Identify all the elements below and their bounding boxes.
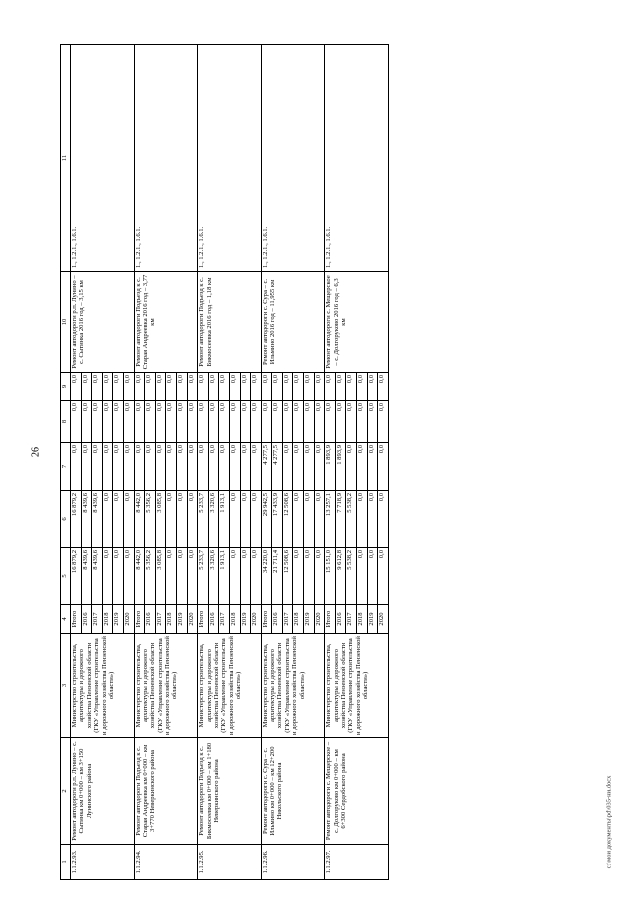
responsible-executor: Министерство строительства, архитектуры и дорожного хозяйства Пензенской области (ГКУ «Управление строительства и дорожного хозяйства Пензенской области») (134, 634, 198, 738)
program-table (60, 44, 389, 880)
regional-budget-cell: 0,0 (304, 491, 315, 548)
other-sources-cell: 0,0 (81, 373, 92, 401)
target-indicator: 1., 1.2.1., 1.6.1. (134, 45, 198, 272)
regional-budget-cell: 8 439,6 (92, 491, 103, 548)
other-sources-cell: 0,0 (304, 373, 315, 401)
total-funding-cell: 21 711,4 (272, 548, 283, 605)
total-funding-cell: 0,0 (240, 548, 251, 605)
other-sources-cell: 0,0 (113, 373, 124, 401)
total-funding-cell: 0,0 (378, 548, 389, 605)
total-funding-cell: 0,0 (123, 548, 134, 605)
year-cell: 2018 (102, 605, 113, 634)
local-budget-cell: 0,0 (261, 401, 272, 443)
year-cell: Итого (325, 605, 336, 634)
year-cell: 2019 (176, 605, 187, 634)
local-budget-cell: 0,0 (71, 401, 82, 443)
year-cell: 2018 (293, 605, 304, 634)
total-funding-cell: 0,0 (113, 548, 124, 605)
other-sources-cell: 0,0 (357, 373, 368, 401)
local-budget-cell: 0,0 (367, 401, 378, 443)
total-funding-cell: 0,0 (314, 548, 325, 605)
table-header (61, 45, 71, 880)
regional-budget-cell: 8 439,6 (81, 491, 92, 548)
federal-budget-cell: 0,0 (134, 443, 145, 491)
column-number-9: 9 (61, 373, 71, 401)
federal-budget-cell: 0,0 (282, 443, 293, 491)
regional-budget-cell: 0,0 (176, 491, 187, 548)
column-number-5: 5 (61, 548, 71, 605)
target-indicator: 1., 1.2.1., 1.6.1. (261, 45, 325, 272)
column-number-8: 8 (61, 401, 71, 443)
column-number-7: 7 (61, 443, 71, 491)
total-funding-cell: 0,0 (176, 548, 187, 605)
year-cell: Итого (198, 605, 209, 634)
total-funding-cell: 0,0 (187, 548, 198, 605)
local-budget-cell: 0,0 (81, 401, 92, 443)
expected-result: Ремонт автодороги р.п. Лунино – с. Сытинка 2016 год – 3,15 км (71, 272, 135, 373)
expected-result: Ремонт автодороги Подъезд к с. Бикмосеевка 2016 год – 1,18 км (198, 272, 262, 373)
column-number-2: 2 (61, 738, 71, 845)
responsible-executor: Министерство строительства, архитектуры и дорожного хозяйства Пензенской области (ГКУ «Управление строительства и дорожного хозяйства Пензенской области») (325, 634, 389, 738)
total-funding-cell: 0,0 (357, 548, 368, 605)
year-cell: 2020 (187, 605, 198, 634)
item-number: 1.1.2.95. (198, 845, 262, 880)
local-budget-cell: 0,0 (92, 401, 103, 443)
regional-budget-cell: 0,0 (123, 491, 134, 548)
local-budget-cell: 0,0 (219, 401, 230, 443)
other-sources-cell: 0,0 (229, 373, 240, 401)
regional-budget-cell: 17 433,9 (272, 491, 283, 548)
total-funding-cell: 9 612,8 (335, 548, 346, 605)
federal-budget-cell: 0,0 (378, 443, 389, 491)
total-funding-cell: 5 356,2 (145, 548, 156, 605)
column-number-4: 4 (61, 605, 71, 634)
responsible-executor: Министерство строительства, архитектуры и дорожного хозяйства Пензенской области (ГКУ «Управление строительства и дорожного хозяйства Пензенской области») (71, 634, 135, 738)
table-row (261, 45, 272, 880)
local-budget-cell: 0,0 (346, 401, 357, 443)
other-sources-cell: 0,0 (251, 373, 262, 401)
federal-budget-cell: 0,0 (229, 443, 240, 491)
other-sources-cell: 0,0 (102, 373, 113, 401)
regional-budget-cell: 16 879,2 (71, 491, 82, 548)
regional-budget-cell: 5 233,7 (198, 491, 209, 548)
local-budget-cell: 0,0 (155, 401, 166, 443)
year-cell: 2017 (282, 605, 293, 634)
year-cell: 2016 (272, 605, 283, 634)
federal-budget-cell: 0,0 (293, 443, 304, 491)
local-budget-cell: 0,0 (293, 401, 304, 443)
regional-budget-cell: 1 913,1 (219, 491, 230, 548)
year-cell: 2017 (219, 605, 230, 634)
local-budget-cell: 0,0 (229, 401, 240, 443)
local-budget-cell: 0,0 (187, 401, 198, 443)
measure-name: Ремонт автодороги с. Сура – с. Ильмино км 0+000 – км 12+200 Никольского района (261, 738, 325, 845)
total-funding-cell: 1 913,1 (219, 548, 230, 605)
other-sources-cell: 0,0 (261, 373, 272, 401)
target-indicator: 1., 1.2.1., 1.6.1. (71, 45, 135, 272)
year-cell: 2019 (304, 605, 315, 634)
responsible-executor: Министерство строительства, архитектуры и дорожного хозяйства Пензенской области (ГКУ «Управление строительства и дорожного хозяйства Пензенской области») (198, 634, 262, 738)
federal-budget-cell: 0,0 (81, 443, 92, 491)
federal-budget-cell: 0,0 (187, 443, 198, 491)
federal-budget-cell: 0,0 (208, 443, 219, 491)
local-budget-cell: 0,0 (357, 401, 368, 443)
total-funding-cell: 0,0 (229, 548, 240, 605)
year-cell: 2016 (335, 605, 346, 634)
other-sources-cell: 0,0 (198, 373, 209, 401)
table-body (71, 45, 389, 880)
total-funding-cell: 5 538,2 (346, 548, 357, 605)
regional-budget-cell: 0,0 (187, 491, 198, 548)
year-cell: 2019 (113, 605, 124, 634)
regional-budget-cell: 0,0 (102, 491, 113, 548)
regional-budget-cell: 0,0 (229, 491, 240, 548)
year-cell: Итого (261, 605, 272, 634)
measure-name: Ремонт автодороги Подъезд к с. Старая Андреевка км 0+000 – км 3+770 Неверкинского района (134, 738, 198, 845)
target-indicator: 1., 1.2.1., 1.6.1. (198, 45, 262, 272)
federal-budget-cell: 0,0 (346, 443, 357, 491)
total-funding-cell: 0,0 (367, 548, 378, 605)
regional-budget-cell: 12 508,6 (282, 491, 293, 548)
total-funding-cell: 8 442,0 (134, 548, 145, 605)
regional-budget-cell: 0,0 (367, 491, 378, 548)
column-number-10: 10 (61, 272, 71, 373)
total-funding-cell: 5 233,7 (198, 548, 209, 605)
federal-budget-cell: 1 893,9 (335, 443, 346, 491)
target-indicator: 1., 1.2.1., 1.6.1. (325, 45, 389, 272)
other-sources-cell: 0,0 (219, 373, 230, 401)
federal-budget-cell: 0,0 (251, 443, 262, 491)
year-cell: 2019 (240, 605, 251, 634)
year-cell: 2016 (81, 605, 92, 634)
total-funding-cell: 16 879,2 (71, 548, 82, 605)
local-budget-cell: 0,0 (335, 401, 346, 443)
regional-budget-cell: 0,0 (378, 491, 389, 548)
total-funding-cell: 0,0 (251, 548, 262, 605)
expected-result: Ремонт автодороги Подъезд к с. Старая Андреевка 2016 год – 3,77 км (134, 272, 198, 373)
local-budget-cell: 0,0 (282, 401, 293, 443)
other-sources-cell: 0,0 (176, 373, 187, 401)
local-budget-cell: 0,0 (134, 401, 145, 443)
other-sources-cell: 0,0 (335, 373, 346, 401)
regional-budget-cell: 0,0 (240, 491, 251, 548)
table-row (71, 45, 82, 880)
local-budget-cell: 0,0 (113, 401, 124, 443)
other-sources-cell: 0,0 (282, 373, 293, 401)
local-budget-cell: 0,0 (208, 401, 219, 443)
total-funding-cell: 34 220,0 (261, 548, 272, 605)
federal-budget-cell: 0,0 (92, 443, 103, 491)
regional-budget-cell: 5 538,2 (346, 491, 357, 548)
federal-budget-cell: 0,0 (155, 443, 166, 491)
local-budget-cell: 0,0 (251, 401, 262, 443)
table-row (198, 45, 209, 880)
federal-budget-cell: 0,0 (71, 443, 82, 491)
federal-budget-cell: 0,0 (145, 443, 156, 491)
other-sources-cell: 0,0 (240, 373, 251, 401)
regional-budget-cell: 0,0 (357, 491, 368, 548)
federal-budget-cell: 0,0 (198, 443, 209, 491)
regional-budget-cell: 0,0 (166, 491, 177, 548)
other-sources-cell: 0,0 (155, 373, 166, 401)
item-number: 1.1.2.96. (261, 845, 325, 880)
year-cell: 2017 (92, 605, 103, 634)
total-funding-cell: 15 151,0 (325, 548, 336, 605)
regional-budget-cell: 5 356,2 (145, 491, 156, 548)
year-cell: Итого (71, 605, 82, 634)
total-funding-cell: 8 439,6 (81, 548, 92, 605)
local-budget-cell: 0,0 (145, 401, 156, 443)
regional-budget-cell: 0,0 (113, 491, 124, 548)
other-sources-cell: 0,0 (367, 373, 378, 401)
year-cell: 2020 (378, 605, 389, 634)
column-number-1: 1 (61, 845, 71, 880)
year-cell: 2019 (367, 605, 378, 634)
header-row (61, 45, 71, 880)
measure-name: Ремонт автодороги р.п. Лунино – с. Сытинка км 0+000 – км 3+150 Лунинского района (71, 738, 135, 845)
regional-budget-cell: 7 718,9 (335, 491, 346, 548)
local-budget-cell: 0,0 (176, 401, 187, 443)
total-funding-cell: 12 508,6 (282, 548, 293, 605)
year-cell: 2016 (145, 605, 156, 634)
other-sources-cell: 0,0 (187, 373, 198, 401)
federal-budget-cell: 0,0 (240, 443, 251, 491)
page-number: 26 (30, 447, 42, 457)
table-row (134, 45, 145, 880)
federal-budget-cell: 0,0 (314, 443, 325, 491)
local-budget-cell: 0,0 (272, 401, 283, 443)
other-sources-cell: 0,0 (378, 373, 389, 401)
total-funding-cell: 0,0 (166, 548, 177, 605)
table-row (325, 45, 336, 880)
other-sources-cell: 0,0 (208, 373, 219, 401)
other-sources-cell: 0,0 (145, 373, 156, 401)
regional-budget-cell: 8 442,0 (134, 491, 145, 548)
other-sources-cell: 0,0 (71, 373, 82, 401)
item-number: 1.1.2.93. (71, 845, 135, 880)
total-funding-cell: 0,0 (102, 548, 113, 605)
local-budget-cell: 0,0 (304, 401, 315, 443)
column-number-11: 11 (61, 45, 71, 272)
federal-budget-cell: 0,0 (304, 443, 315, 491)
year-cell: Итого (134, 605, 145, 634)
year-cell: 2017 (155, 605, 166, 634)
year-cell: 2020 (314, 605, 325, 634)
measure-name: Ремонт автодороги с. Мещерское – с. Долгоруково км 0+000 – км 6+300 Сердобского района (325, 738, 389, 845)
total-funding-cell: 0,0 (293, 548, 304, 605)
federal-budget-cell: 1 893,9 (325, 443, 336, 491)
total-funding-cell: 3 085,8 (155, 548, 166, 605)
total-funding-cell: 8 439,6 (92, 548, 103, 605)
expected-result: Ремонт автодороги с. Сура – с. Ильмино 2016 год – 11,955 км (261, 272, 325, 373)
year-cell: 2017 (346, 605, 357, 634)
other-sources-cell: 0,0 (166, 373, 177, 401)
federal-budget-cell: 0,0 (367, 443, 378, 491)
local-budget-cell: 0,0 (314, 401, 325, 443)
measure-name: Ремонт автодороги Подъезд к с. Бикмосеевка км 0+000 – км 1+180 Неверкинского района (198, 738, 262, 845)
year-cell: 2016 (208, 605, 219, 634)
local-budget-cell: 0,0 (198, 401, 209, 443)
federal-budget-cell: 0,0 (357, 443, 368, 491)
other-sources-cell: 0,0 (325, 373, 336, 401)
local-budget-cell: 0,0 (102, 401, 113, 443)
other-sources-cell: 0,0 (314, 373, 325, 401)
regional-budget-cell: 0,0 (293, 491, 304, 548)
year-cell: 2020 (123, 605, 134, 634)
rotated-page-content (60, 45, 580, 880)
year-cell: 2020 (251, 605, 262, 634)
federal-budget-cell: 0,0 (123, 443, 134, 491)
federal-budget-cell: 0,0 (166, 443, 177, 491)
column-number-6: 6 (61, 491, 71, 548)
other-sources-cell: 0,0 (92, 373, 103, 401)
regional-budget-cell: 29 942,5 (261, 491, 272, 548)
total-funding-cell: 0,0 (304, 548, 315, 605)
local-budget-cell: 0,0 (240, 401, 251, 443)
federal-budget-cell: 4 277,5 (272, 443, 283, 491)
local-budget-cell: 0,0 (378, 401, 389, 443)
responsible-executor: Министерство строительства, архитектуры и дорожного хозяйства Пензенской области (ГКУ «Управление строительства и дорожного хозяйства Пензенской области») (261, 634, 325, 738)
other-sources-cell: 0,0 (272, 373, 283, 401)
other-sources-cell: 0,0 (293, 373, 304, 401)
item-number: 1.1.2.94. (134, 845, 198, 880)
federal-budget-cell: 0,0 (113, 443, 124, 491)
federal-budget-cell: 0,0 (219, 443, 230, 491)
regional-budget-cell: 0,0 (251, 491, 262, 548)
column-number-3: 3 (61, 634, 71, 738)
regional-budget-cell: 3 320,6 (208, 491, 219, 548)
local-budget-cell: 0,0 (325, 401, 336, 443)
federal-budget-cell: 0,0 (102, 443, 113, 491)
footer-file-path: c:\мои документы\pd\035-ни.docx (605, 775, 613, 869)
local-budget-cell: 0,0 (123, 401, 134, 443)
year-cell: 2018 (357, 605, 368, 634)
item-number: 1.1.2.97. (325, 845, 389, 880)
other-sources-cell: 0,0 (123, 373, 134, 401)
expected-result: Ремонт автодороги с. Мещерское – с. Долгоруково 2016 год – 6,3 км (325, 272, 389, 373)
local-budget-cell: 0,0 (166, 401, 177, 443)
total-funding-cell: 3 320,6 (208, 548, 219, 605)
other-sources-cell: 0,0 (134, 373, 145, 401)
year-cell: 2018 (229, 605, 240, 634)
regional-budget-cell: 0,0 (314, 491, 325, 548)
year-cell: 2018 (166, 605, 177, 634)
federal-budget-cell: 4 277,5 (261, 443, 272, 491)
other-sources-cell: 0,0 (346, 373, 357, 401)
regional-budget-cell: 13 257,1 (325, 491, 336, 548)
regional-budget-cell: 3 085,8 (155, 491, 166, 548)
federal-budget-cell: 0,0 (176, 443, 187, 491)
